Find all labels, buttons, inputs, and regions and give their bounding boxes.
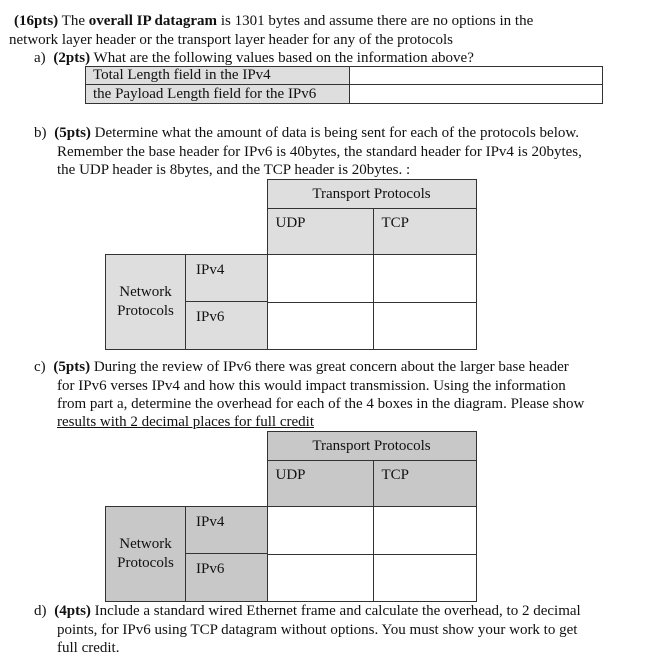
part-c-line-1 [34,358,569,377]
table-row [86,67,603,85]
part-d-line-3: full credit. [57,640,120,656]
ipv6-label: IPv6 [196,309,225,325]
part-a-table [85,66,603,104]
table-row [106,461,477,507]
transport-protocols-header: Transport Protocols [267,180,476,209]
ipv4-label: IPv4 [186,255,267,302]
part-b-protocol-table [105,179,477,350]
empty-corner [106,209,268,255]
part-b-label: b) [34,125,47,141]
part-d-line-1-text: Include a standard wired Ethernet frame and calculate the overhead, to 2 decimal [90,603,581,619]
total-length-answer[interactable] [350,67,603,85]
ipv4-udp-answer[interactable] [267,255,373,303]
payload-length-label: the Payload Length field for the IPv6 [86,85,350,104]
ipv4-tcp-overhead[interactable] [373,507,476,555]
intro-line-2: network layer header or the transport layer header for any of the protocols [9,32,453,48]
part-c-points: (5pts) [53,359,91,375]
part-b-line-1 [34,124,579,143]
part-a-question-text: What are the following values based on the information above? [90,50,474,66]
intro-bold-phrase: overall IP datagram [88,13,218,29]
ipv6-tcp-answer[interactable] [373,302,476,350]
part-b-points: (5pts) [54,125,91,141]
empty-corner [106,432,268,461]
part-a-points: (2pts) [53,50,91,66]
part-d-label: d) [34,603,47,619]
network-protocols-label [106,255,268,350]
ipv6-tcp-overhead[interactable] [373,554,476,602]
part-c-line-4 [57,413,314,432]
udp-header: UDP [267,461,373,507]
ipv6-label: IPv6 [196,561,225,577]
network-label-line-1: Network [119,284,172,301]
table-row [106,255,477,303]
table-row [106,180,477,209]
part-b-line-3: the UDP header is 8bytes, and the TCP header is 20bytes. : [57,162,411,178]
part-d-points: (4pts) [54,603,91,619]
network-label-line-1: Network [119,536,172,553]
part-c-line-4-text: results with 2 decimal places for full credit [57,414,314,430]
network-protocols-label [106,507,268,602]
intro-text-a: The [58,13,89,29]
part-a-label: a) [34,50,46,66]
udp-header: UDP [267,209,373,255]
ipv6-udp-answer[interactable] [267,302,373,350]
ipv4-udp-overhead[interactable] [267,507,373,555]
tcp-header: TCP [373,461,476,507]
part-c-line-1-text: During the review of IPv6 there was great concern about the larger base header [90,359,569,375]
table-row [106,432,477,461]
table-row [106,209,477,255]
tcp-header: TCP [373,209,476,255]
ipv6-udp-overhead[interactable] [267,554,373,602]
empty-corner [106,461,268,507]
intro-points: (16pts) [14,13,59,29]
part-c-protocol-table [105,431,477,602]
intro-line-1 [14,12,533,31]
transport-protocols-header: Transport Protocols [267,432,476,461]
network-label-line-2: Protocols [117,303,174,319]
payload-length-answer[interactable] [350,85,603,104]
total-length-label: Total Length field in the IPv4 [86,67,350,85]
part-a-question [34,49,474,68]
network-label-line-2: Protocols [117,555,174,571]
ipv4-label: IPv4 [186,507,267,554]
part-d-line-2: points, for IPv6 using TCP datagram without options. You must show your work to get [57,622,578,638]
part-b-line-2: Remember the base header for IPv6 is 40bytes, the standard header for IPv4 is 20bytes, [57,144,582,160]
table-row [86,85,603,104]
table-row [106,507,477,555]
empty-corner [106,180,268,209]
ipv4-tcp-answer[interactable] [373,255,476,303]
part-d-line-1 [34,602,581,621]
part-c-line-2: for IPv6 verses IPv4 and how this would impact transmission. Using the information [57,378,566,394]
intro-text-b: is 1301 bytes and assume there are no options in the [217,13,534,29]
part-b-line-1-text: Determine what the amount of data is being sent for each of the protocols below. [90,125,579,141]
part-c-line-3: from part a, determine the overhead for each of the 4 boxes in the diagram. Please show [57,396,585,412]
part-c-label: c) [34,359,46,375]
